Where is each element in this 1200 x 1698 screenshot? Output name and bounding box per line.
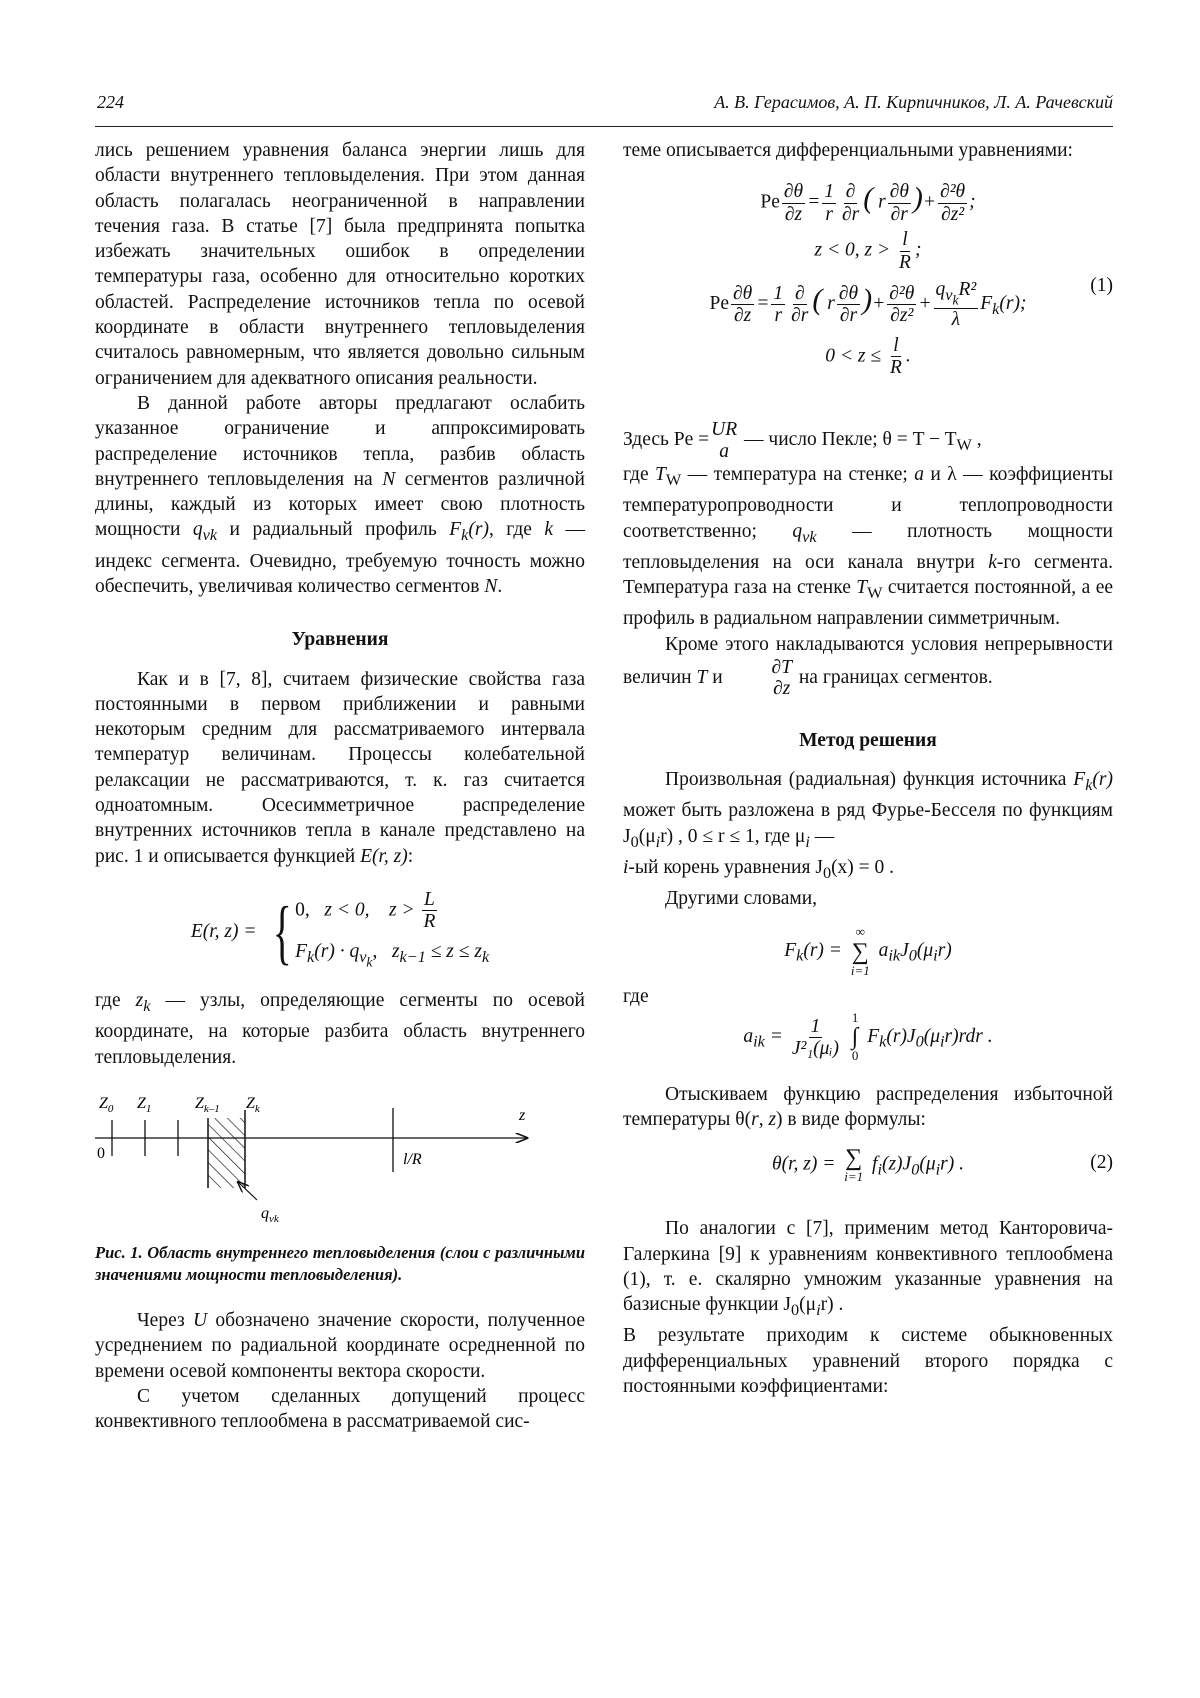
piecewise-case-1: 0, z < 0, z > $\frac{L}{R}$ <box>295 888 436 933</box>
right-paragraph-2: Здесь Pe = UR a — число Пекле; $\theta = T - T_W$ , <box>623 419 982 462</box>
left-paragraph-6: С учетом сделанных допущений процесс конвективного теплообмена в рассматриваемой сис- <box>95 1385 585 1433</box>
right-paragraph-9: В результате приходим к системе обыкновенных дифференциальных уравнений второго порядка с постоянными коэффициентами: <box>623 1325 1113 1397</box>
right-paragraph-4: Кроме этого накладываются условия непрерывности величин T и ∂T ∂z на границах сегментов. <box>623 633 1113 700</box>
figure-label-end: l/R <box>403 1151 422 1168</box>
equation-1-line-4: 0 < z ≤ $\frac{l}{R}$ . <box>825 334 911 378</box>
left-paragraph-1: лись решением уравнения баланса энергии лишь для области внутреннего тепловыделения. При этом данная область полагалась неограниченной в направлении течения газа. В статье [7] была предпринята попытка избежать значительных ошибок в определении температуры газа, особенно для относительно коротких областей. Распределение источников тепла по осевой координате в области внутреннего тепловыделения считалось равномерным, что является довольно сильным ограничением для адекватного описания реальности. <box>95 140 585 389</box>
left-paragraph-4: где $z_k$ — узлы, определяющие сегменты по осевой координате, на которые разбита область внутреннего тепловыделения. <box>95 990 585 1068</box>
figure-label-z1: $Z_1$ <box>137 1095 152 1115</box>
left-paragraph-3: Как и в [7, 8], считаем физические свойства газа постоянными в первом приближении и равными некоторым средним для рассматриваемого интервала температур величинам. Процессы колебательной релаксации не рассматриваются, т. к. газ считается одноатомным. Осесимметричное распределение внутренних источников тепла в канале представлено на рис. 1 и описывается функцией E(r, z): <box>95 668 585 867</box>
equation-1-line-2: z < 0, z > $\frac{l}{R}$ ; <box>814 229 922 273</box>
piecewise-cases <box>295 889 489 974</box>
figure-label-z0: $Z_0$ <box>99 1095 114 1115</box>
section-title-equations: Уравнения <box>291 629 389 651</box>
piecewise-brace: { <box>272 891 292 972</box>
piecewise-equation <box>95 889 585 974</box>
figure-hatched-segment <box>208 1118 245 1188</box>
left-column <box>95 138 585 1434</box>
section-title-method: Метод решения <box>799 729 937 751</box>
figure-1-caption: Рис. 1. Область внутреннего тепловыделения (слои с различными значениями мощности тепловыделения). <box>95 1243 585 1284</box>
equation-1 <box>623 181 1113 401</box>
piecewise-frac-l-r: $\frac{L}{R}$ <box>423 888 436 933</box>
right-paragraph-3: где $T_W$ — температура на стенке; a и λ — коэффициенты температуропроводности и теплопроводности соответственно; $q_{vk}$ — плотность мощности тепловыделения на оси канала внутри k-го сегмента. Температура газа на стенке $T_W$ считается постоянной, а ее профиль в радиальном направлении симметричным. <box>623 464 1114 630</box>
equation-series: $F_k(r)$ = ∞ ∑ i=1 $a_{ik}J_0(\mu_ir)$ <box>784 924 952 978</box>
right-paragraph-7: Отыскиваем функцию распределения избыточной температуры θ(r, z) в виде формулы: <box>623 1083 1113 1131</box>
page-authors: А. В. Герасимов, А. П. Кирпичников, Л. А. Рачевский <box>714 92 1113 112</box>
equation-2-body: θ(r, z) = ∑ i=1 $f_i(z)J_0(\mu_ir)$ . <box>772 1145 964 1185</box>
piecewise-lhs: E(r, z) = <box>190 920 257 942</box>
equation-2 <box>623 1146 1113 1200</box>
figure-1 <box>95 1088 585 1238</box>
page-header <box>95 92 1113 126</box>
figure-label-axis: z <box>519 1107 526 1124</box>
piecewise-case-2: $F_k(r) \cdot q_{v_k}$, $z_{k-1} \le z \le z_k$ <box>295 940 490 969</box>
equation-1-line-1: Pe $\frac{\partial\theta}{\partial z}$ = $\frac{1}{r}$ $\frac{\partial}{\partial r}$ ( r $\frac{\partial\theta}{\partial r}$ )+ $\frac{\text{∂²θ}}{\text{∂z²}}$ ; <box>760 181 976 225</box>
equation-coefficient: $a_{ik}$ = $\frac{1}{\text{J²₁(μᵢ)}}$ 1 ∫ 0 $F_k(r)J_0(\mu_ir)rdr$ . <box>743 1010 993 1064</box>
figure-1-diagram <box>95 1088 585 1238</box>
right-paragraph-5: Произвольная (радиальная) функция источника $F_k(r)$ может быть разложена в ряд Фурье-Бесселя по функциям $J_0(\mu_ir)$ , 0 ≤ r ≤ 1, где $\mu_i$ — i-ый корень уравнения $J_0(x) = 0$ . <box>623 769 1113 882</box>
right-paragraph-8: По аналогии с [7], применим метод Канторовича-Галеркина [9] к уравнениям конвективного теплообмена (1), т. е. скалярно умножим указанные уравнения на базисные функции $J_0(\mu_ir)$ . <box>623 1218 1113 1320</box>
left-paragraph-2: В данной работе авторы предлагают ослабить указанное ограничение и аппроксимировать распределение источников тепла, разбив область внутреннего тепловыделения на N сегментов различной длины, каждый из которых имеет свою плотность мощности $q_{vk}$ и радиальный профиль $F_k(r)$, где k — индекс сегмента. Очевидно, требуемую точность можно обеспечить, увеличивая количество сегментов N. <box>95 392 586 597</box>
figure-label-zk-1: $Z_{k-1}$ <box>195 1095 220 1115</box>
page-number: 224 <box>97 92 124 112</box>
equation-1-line-3: Pe $\frac{\partial\theta}{\partial z}$ = $\frac{1}{r}$ $\frac{\partial}{\partial r}$ ( r $\frac{\partial\theta}{\partial r}$ )+ $\frac{\text{∂²θ}}{\text{∂z²}}$ + $\frac{q_{v_k}R^2}{\lambda}$ $F_k(r)$; <box>709 279 1027 331</box>
right-paragraph-1: теме описывается дифференциальными уравнениями: <box>623 140 1073 161</box>
right-where: где <box>623 985 649 1007</box>
right-paragraph-6: Другими словами, <box>665 887 818 909</box>
figure-label-zk: $Z_k$ <box>246 1095 260 1115</box>
header-rule <box>95 126 1113 127</box>
figure-q-arrow <box>238 1182 257 1200</box>
left-paragraph-5: Через U обозначено значение скорости, полученное усреднением по радиальной координате осредненной по времени осевой компоненты вектора скорости. <box>95 1310 585 1382</box>
equation-2-number: (2) <box>1090 1152 1113 1174</box>
right-column <box>623 138 1113 1399</box>
equation-1-number: (1) <box>1090 275 1113 297</box>
figure-label-q: $q_{vk}$ <box>261 1205 279 1225</box>
figure-label-origin: 0 <box>97 1145 105 1162</box>
